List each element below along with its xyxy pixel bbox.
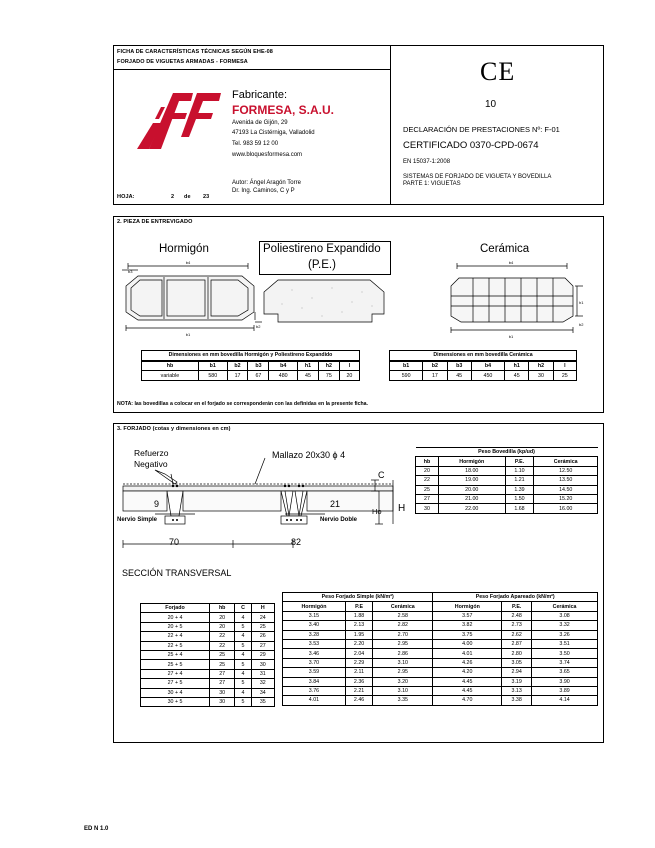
th: P.E. — [502, 602, 532, 611]
table-cell: 4.01 — [283, 696, 346, 705]
table-cell: 3.38 — [502, 696, 532, 705]
table-cell: 3.46 — [283, 649, 346, 658]
seccion-transversal: SECCIÓN TRANSVERSAL — [122, 568, 232, 578]
peso-forjado-table — [282, 592, 598, 706]
ce-mark: CE — [480, 57, 516, 86]
table-cell: 20 — [210, 613, 235, 622]
cell: 25 — [553, 371, 576, 380]
table-cell: 1.68 — [505, 504, 534, 513]
cell: variable — [142, 371, 199, 380]
th: h1 — [298, 362, 319, 371]
table-cell: 2.82 — [373, 621, 433, 630]
table-cell: 30 + 4 — [141, 688, 210, 697]
address-line-1: Avenida de Gijón, 29 — [232, 120, 288, 126]
table-cell: 22 — [416, 476, 439, 485]
table-cell: 20 + 4 — [141, 613, 210, 622]
table-cell: 20 — [416, 466, 439, 475]
table-cell: 3.65 — [532, 668, 598, 677]
author-line-2: Dr. Ing. Caminos, C y P — [232, 188, 295, 194]
table-row — [283, 649, 598, 658]
header-line-1: FICHA DE CARACTERÍSTICAS TÉCNICAS SEGÚN EHE-08 — [117, 49, 273, 55]
table-cell: 3.40 — [283, 621, 346, 630]
c-label: C — [378, 470, 385, 480]
table-cell: 2.21 — [345, 686, 372, 695]
th: b4 — [471, 362, 504, 371]
table-row — [416, 466, 598, 475]
table-cell: 3.57 — [433, 611, 502, 620]
table-row — [141, 688, 275, 697]
table-cell: 13.50 — [534, 476, 598, 485]
table-cell: 12.50 — [534, 466, 598, 475]
table-cell: 3.19 — [502, 677, 532, 686]
address-line-3: Tel. 983 59 12 00 — [232, 141, 279, 147]
table-cell: 15.20 — [534, 494, 598, 503]
table-cell: 3.53 — [283, 639, 346, 648]
table-cell: 14.50 — [534, 485, 598, 494]
label-pe-line-2: (P.E.) — [308, 259, 336, 271]
refuerzo-label-1: Refuerzo — [134, 448, 169, 458]
table-cell: 27 — [251, 641, 274, 650]
th: b4 — [269, 362, 298, 371]
table-cell: 3.51 — [532, 639, 598, 648]
th: h1 — [505, 362, 529, 371]
table-row — [416, 504, 598, 513]
table-cell: 3.76 — [283, 686, 346, 695]
table-cell: 3.32 — [532, 621, 598, 630]
table-row — [141, 679, 275, 688]
norma: EN 15037-1:2008 — [403, 159, 451, 165]
table-cell: 5 — [235, 679, 251, 688]
th: hb — [210, 604, 235, 613]
footer-edition: ED N 1.0 — [84, 826, 109, 832]
table-cell: 2.62 — [502, 630, 532, 639]
refuerzo-label-2: Negativo — [134, 459, 168, 469]
table-cell: 5 — [235, 697, 251, 706]
table-cell: 5 — [235, 641, 251, 650]
sistema-line-1: SISTEMAS DE FORJADO DE VIGUETA Y BOVEDILLA — [403, 174, 552, 180]
th: b1 — [390, 362, 423, 371]
header-line-2: FORJADO DE VIGUETAS ARMADAS - FORMESA — [117, 59, 248, 65]
svg-text:b4: b4 — [508, 260, 514, 265]
svg-text:b2: b2 — [579, 322, 584, 327]
table-cell: 34 — [251, 688, 274, 697]
th: hb — [142, 362, 199, 371]
table-cell: 4.01 — [433, 649, 502, 658]
nervio-simple-label: Nervio Simple — [117, 517, 158, 523]
pe-bovedilla-drawing — [262, 278, 388, 328]
table-cell: 30 — [251, 660, 274, 669]
table-cell: 26 — [251, 632, 274, 641]
table-cell: 3.10 — [373, 686, 433, 695]
section-3-title: 3. FORJADO (cotas y dimensiones en cm) — [117, 426, 231, 432]
ceramica-bovedilla-drawing — [443, 260, 593, 340]
table-cell: 2.95 — [373, 668, 433, 677]
cell: 30 — [529, 371, 553, 380]
table-cell: 4 — [235, 669, 251, 678]
th: Hormigón — [439, 457, 506, 466]
table-cell: 20.00 — [439, 485, 506, 494]
cell: 45 — [505, 371, 529, 380]
th: b2 — [423, 362, 447, 371]
peso-simple-title: Peso Forjado Simple (kN/m²) — [283, 593, 433, 602]
cell: 450 — [471, 371, 504, 380]
table-row — [141, 632, 275, 641]
peso-apareado-title: Peso Forjado Apareado (kN/m²) — [433, 593, 598, 602]
table-row — [283, 658, 598, 667]
table-cell: 22 + 5 — [141, 641, 210, 650]
table-cell: 22.00 — [439, 504, 506, 513]
table-cell: 2.86 — [373, 649, 433, 658]
table-cell: 21.00 — [439, 494, 506, 503]
label-pe-line-1: Poliestireno Expandido — [263, 243, 381, 255]
peso-bovedilla-table — [415, 447, 598, 514]
table-row — [283, 611, 598, 620]
label-ceramica: Cerámica — [480, 243, 530, 255]
hoja-de: de — [184, 194, 191, 200]
table-row — [141, 641, 275, 650]
th: h2 — [529, 362, 553, 371]
table-cell: 2.36 — [345, 677, 372, 686]
th: Cerámica — [534, 457, 598, 466]
table-cell: 3.20 — [373, 677, 433, 686]
svg-text:b1: b1 — [185, 332, 191, 337]
table-row — [416, 485, 598, 494]
table-cell: 1.39 — [505, 485, 534, 494]
ce-number: 10 — [485, 99, 497, 110]
table-row — [141, 650, 275, 659]
label-hormigon: Hormigón — [159, 243, 209, 255]
cell: 17 — [227, 371, 248, 380]
cell: 590 — [390, 371, 423, 380]
table-cell: 22 — [210, 641, 235, 650]
table-row — [283, 639, 598, 648]
table-cell: 3.28 — [283, 630, 346, 639]
table-cell: 20 + 5 — [141, 622, 210, 631]
table-cell: 2.70 — [373, 630, 433, 639]
forjado-section-drawing — [115, 440, 410, 560]
table-cell: 29 — [251, 650, 274, 659]
th: Forjado — [141, 604, 210, 613]
table-cell: 25 — [251, 622, 274, 631]
table-row — [141, 660, 275, 669]
table-cell: 22 — [210, 632, 235, 641]
table-cell: 32 — [251, 679, 274, 688]
th: b2 — [227, 362, 248, 371]
h-label: H — [398, 503, 406, 514]
svg-text:b4: b4 — [185, 260, 191, 265]
table-cell: 25 — [416, 485, 439, 494]
table-cell: 5 — [235, 660, 251, 669]
ho-label: Ho — [372, 507, 382, 516]
table-cell: 1.50 — [505, 494, 534, 503]
th: b1 — [198, 362, 227, 371]
table-cell: 1.10 — [505, 466, 534, 475]
table-cell: 2.20 — [345, 639, 372, 648]
th: C — [235, 604, 251, 613]
certificado: CERTIFICADO 0370-CPD-0674 — [403, 140, 539, 151]
table-row — [141, 697, 275, 706]
table-cell: 25 — [210, 650, 235, 659]
table-row — [283, 677, 598, 686]
table-cell: 2.80 — [502, 649, 532, 658]
company-name: FORMESA, S.A.U. — [232, 103, 335, 117]
table-cell: 2.13 — [345, 621, 372, 630]
table-cell: 4.70 — [433, 696, 502, 705]
table-cell: 4 — [235, 632, 251, 641]
table-cell: 16.00 — [534, 504, 598, 513]
table-cell: 2.58 — [373, 611, 433, 620]
table-cell: 4 — [235, 688, 251, 697]
table-cell: 2.29 — [345, 658, 372, 667]
th: b3 — [447, 362, 471, 371]
mallazo-label: Mallazo 20x30 ϕ 4 — [272, 450, 346, 460]
table-cell: 4.00 — [433, 639, 502, 648]
table-cell: 1.21 — [505, 476, 534, 485]
table-cell: 2.48 — [502, 611, 532, 620]
table-row — [141, 622, 275, 631]
svg-text:b2: b2 — [256, 324, 261, 329]
hoja-number: 2 — [171, 194, 175, 200]
th: Hormigón — [433, 602, 502, 611]
nervio-doble-label: Nervio Doble — [320, 517, 358, 523]
table-cell: 3.15 — [283, 611, 346, 620]
table-cell: 3.90 — [532, 677, 598, 686]
peso-bovedilla-title: Peso Bovedilla (kp/ud) — [416, 448, 598, 457]
hoja-label: HOJA: — [117, 194, 135, 200]
th: hb — [416, 457, 439, 466]
table-cell: 31 — [251, 669, 274, 678]
table-cell: 19.00 — [439, 476, 506, 485]
dim-21: 21 — [330, 499, 341, 509]
dims-ceramica-grid — [389, 361, 577, 381]
table-cell: 3.84 — [283, 677, 346, 686]
dim-82: 82 — [291, 537, 302, 547]
cell: 75 — [318, 371, 339, 380]
table-cell: 1.95 — [345, 630, 372, 639]
section-2-title: 2. PIEZA DE ENTREVIGADO — [117, 219, 193, 225]
table-cell: 3.05 — [502, 658, 532, 667]
table-cell: 18.00 — [439, 466, 506, 475]
table-cell: 27 + 5 — [141, 679, 210, 688]
table-cell: 2.95 — [373, 639, 433, 648]
nota: NOTA: las bovedillas a colocar en el forjado se corresponderán con las definidas en la presente ficha. — [117, 401, 368, 407]
th: l — [339, 362, 359, 371]
declaracion: DECLARACIÓN DE PRESTACIONES Nº: F-01 — [403, 125, 560, 134]
table-cell: 2.94 — [502, 668, 532, 677]
th: H — [251, 604, 274, 613]
table-cell: 27 + 4 — [141, 669, 210, 678]
th: l — [553, 362, 576, 371]
dims-hormigon-grid — [141, 361, 360, 381]
header-title-rule — [113, 69, 391, 70]
table-cell: 27 — [210, 679, 235, 688]
table-cell: 25 + 4 — [141, 650, 210, 659]
table-row — [283, 621, 598, 630]
th: h2 — [318, 362, 339, 371]
table-cell: 3.74 — [532, 658, 598, 667]
table-cell: 3.26 — [532, 630, 598, 639]
hoja-total: 23 — [203, 194, 210, 200]
table-cell: 35 — [251, 697, 274, 706]
dim-9: 9 — [154, 499, 160, 509]
table-cell: 25 + 5 — [141, 660, 210, 669]
cell: 17 — [423, 371, 447, 380]
th: Hormigón — [283, 602, 346, 611]
th: Cerámica — [373, 602, 433, 611]
dim-70: 70 — [169, 537, 180, 547]
table-cell: 3.70 — [283, 658, 346, 667]
table-cell: 3.08 — [532, 611, 598, 620]
cell: 45 — [298, 371, 319, 380]
table-row — [283, 686, 598, 695]
th: P.E — [345, 602, 372, 611]
svg-text:h1: h1 — [579, 300, 584, 305]
sistema-line-2: PARTE 1: VIGUETAS — [403, 181, 461, 187]
table-cell: 24 — [251, 613, 274, 622]
forjado-table — [140, 603, 275, 707]
table-cell: 4.14 — [532, 696, 598, 705]
formesa-logo — [135, 79, 223, 151]
author-line-1: Autor: Ángel Aragón Torre — [232, 180, 301, 186]
table-cell: 30 — [416, 504, 439, 513]
cell: 45 — [447, 371, 471, 380]
fabricante-label: Fabricante: — [232, 89, 288, 101]
cell: 67 — [248, 371, 269, 380]
table-cell: 2.11 — [345, 668, 372, 677]
table-cell: 4.45 — [433, 677, 502, 686]
table-cell: 4 — [235, 650, 251, 659]
table-cell: 3.82 — [433, 621, 502, 630]
table-cell: 27 — [416, 494, 439, 503]
address-line-2: 47193 La Cistérniga, Valladolid — [232, 130, 315, 136]
table-cell: 3.89 — [532, 686, 598, 695]
svg-text:b3: b3 — [128, 269, 133, 274]
table-cell: 30 — [210, 688, 235, 697]
table-row — [283, 668, 598, 677]
dims-ceramica-title: Dimensiones en mm bovedilla Cerámica — [389, 350, 577, 361]
table-row — [141, 613, 275, 622]
table-cell: 4.20 — [433, 668, 502, 677]
table-cell: 1.88 — [345, 611, 372, 620]
cell: 480 — [269, 371, 298, 380]
table-cell: 22 + 4 — [141, 632, 210, 641]
table-cell: 4.45 — [433, 686, 502, 695]
address-line-4: www.bloquesformesa.com — [232, 152, 303, 158]
table-cell: 20 — [210, 622, 235, 631]
table-cell: 3.35 — [373, 696, 433, 705]
table-cell: 3.50 — [532, 649, 598, 658]
table-cell: 2.46 — [345, 696, 372, 705]
table-row — [416, 476, 598, 485]
dims-hormigon-title: Dimensiones en mm bovedilla Hormigón y Poliestireno Expandido — [141, 350, 360, 361]
table-cell: 5 — [235, 622, 251, 631]
table-cell: 4.26 — [433, 658, 502, 667]
table-cell: 27 — [210, 669, 235, 678]
hormigon-bovedilla-drawing — [118, 260, 263, 340]
cell: 580 — [198, 371, 227, 380]
dims-ceramica-table — [389, 350, 577, 381]
table-row — [141, 669, 275, 678]
table-row — [416, 494, 598, 503]
dims-hormigon-table — [141, 350, 360, 381]
th: b3 — [248, 362, 269, 371]
table-cell: 2.87 — [502, 639, 532, 648]
svg-text:b1: b1 — [508, 334, 514, 339]
th: P.E. — [505, 457, 534, 466]
table-cell: 3.59 — [283, 668, 346, 677]
table-cell: 2.04 — [345, 649, 372, 658]
th: Cerámica — [532, 602, 598, 611]
table-cell: 30 — [210, 697, 235, 706]
table-row — [283, 696, 598, 705]
table-cell: 30 + 5 — [141, 697, 210, 706]
table-cell: 2.73 — [502, 621, 532, 630]
table-cell: 25 — [210, 660, 235, 669]
table-cell: 4 — [235, 613, 251, 622]
cell: 20 — [339, 371, 359, 380]
table-cell: 3.75 — [433, 630, 502, 639]
table-row — [283, 630, 598, 639]
table-cell: 3.10 — [373, 658, 433, 667]
table-cell: 3.13 — [502, 686, 532, 695]
